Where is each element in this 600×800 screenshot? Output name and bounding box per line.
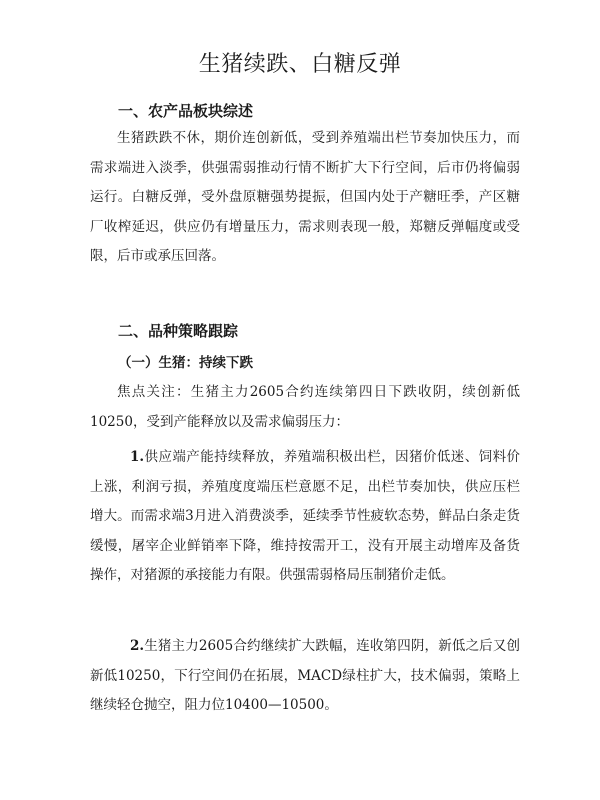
section-heading-strategy: 二、品种策略跟踪 — [118, 322, 239, 340]
list-item — [90, 632, 520, 721]
subsection-heading-hog: （一）生猪：持续下跌 — [118, 355, 253, 371]
list-item-number: 1. — [130, 449, 145, 465]
list-item — [90, 443, 520, 591]
section-heading-overview: 一、农产品板块综述 — [118, 102, 254, 120]
overview-paragraph: 生猪跌跌不休，期价连创新低，受到养殖端出栏节奏加快压力，而需求端进入淡季，供强需弱推动行情不断扩大下行空间，后市仍将偏弱运行。白糖反弹，受外盘原糖强势提振，但国内处于产糖旺季，产区糖厂收榨延迟，供应仍有增量压力，需求则表现一般，郑糖反弹幅度或受限，后市或承压回落。 — [90, 130, 520, 264]
list-item-text: 供应端产能持续释放，养殖端积极出栏，因猪价低迷、饲料价上涨，利润亏损，养殖度度端压栏意愿不足，出栏节奏加快，供应压栏增大。而需求端3月进入消费淡季，延续季节性疲软态势，鲜品白条走货缓慢，屠宰企业鲜销率下降，维持按需开工，没有开展主动增库及备货操作，对猪源的承接能力有限。供强需弱格局压制猪价走低。 — [90, 449, 520, 583]
list-item-text: 生猪主力2605合约继续扩大跌幅，连收第四阴，新低之后又创新低10250，下行空间仍在拓展，MACD绿柱扩大，技术偏弱，策略上继续轻仓抛空，阻力位10400—10500。 — [90, 638, 520, 713]
list-item-number: 2. — [130, 638, 145, 654]
focus-paragraph: 焦点关注：生猪主力2605合约连续第四日下跌收阴，续创新低10250，受到产能释放以及需求偏弱压力： — [90, 384, 520, 430]
document-title: 生猪续跌、白糖反弹 — [198, 52, 402, 77]
